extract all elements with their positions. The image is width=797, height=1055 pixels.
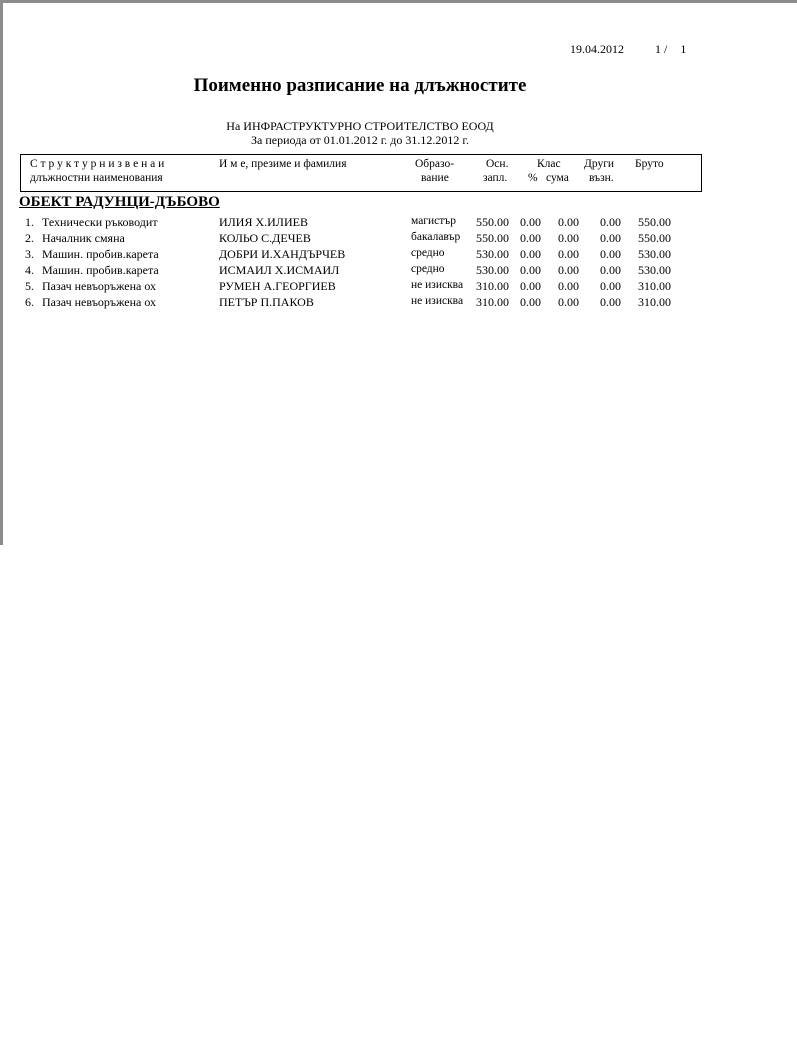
row-education: магистър bbox=[411, 215, 457, 227]
row-class-percent: 0.00 bbox=[520, 263, 541, 277]
row-other-pay: 0.00 bbox=[600, 215, 621, 229]
table-row bbox=[0, 279, 720, 295]
row-other-pay: 0.00 bbox=[600, 247, 621, 261]
header-gross: Бруто bbox=[635, 158, 664, 170]
header-units-line2: длъжностни наименования bbox=[30, 172, 163, 184]
row-other-pay: 0.00 bbox=[600, 231, 621, 245]
row-other-pay: 0.00 bbox=[600, 295, 621, 309]
row-number: 5. bbox=[25, 279, 34, 293]
row-education: не изисква bbox=[411, 279, 464, 291]
table-row bbox=[0, 295, 720, 311]
table-row bbox=[0, 215, 720, 231]
row-gross: 530.00 bbox=[638, 263, 671, 277]
row-education: средно bbox=[411, 263, 445, 275]
row-number: 2. bbox=[25, 231, 34, 245]
table-row bbox=[0, 263, 720, 279]
row-class-sum: 0.00 bbox=[558, 215, 579, 229]
header-other-line1: Други bbox=[584, 158, 615, 170]
row-education: средно bbox=[411, 247, 445, 259]
page-total: 1 bbox=[680, 42, 687, 56]
row-education: не изисква bbox=[411, 295, 464, 307]
page-frame-top bbox=[0, 0, 797, 3]
row-gross: 310.00 bbox=[638, 295, 671, 309]
row-other-pay: 0.00 bbox=[600, 279, 621, 293]
header-units-line1: С т р у к т у р н и з в е н а и bbox=[30, 158, 165, 170]
row-number: 3. bbox=[25, 247, 34, 261]
row-name: РУМЕН А.ГЕОРГИЕВ bbox=[219, 279, 336, 293]
row-base-salary: 530.00 bbox=[476, 263, 509, 277]
company-line: На ИНФРАСТРУКТУРНО СТРОИТЕЛСТВО ЕООД bbox=[226, 119, 494, 133]
row-class-sum: 0.00 bbox=[558, 247, 579, 261]
row-other-pay: 0.00 bbox=[600, 263, 621, 277]
row-number: 1. bbox=[25, 215, 34, 229]
row-class-percent: 0.00 bbox=[520, 215, 541, 229]
page-number bbox=[655, 42, 686, 57]
row-class-sum: 0.00 bbox=[558, 231, 579, 245]
row-base-salary: 550.00 bbox=[476, 215, 509, 229]
period-line: За периода от 01.01.2012 г. до 31.12.2012 г. bbox=[251, 133, 469, 147]
row-base-salary: 310.00 bbox=[476, 295, 509, 309]
row-name: ИСМАИЛ Х.ИСМАИЛ bbox=[219, 263, 340, 277]
header-other-line2: възн. bbox=[589, 172, 614, 184]
row-base-salary: 310.00 bbox=[476, 279, 509, 293]
section-title: ОБЕКТ РАДУНЦИ-ДЪБОВО bbox=[19, 194, 220, 210]
row-gross: 550.00 bbox=[638, 215, 671, 229]
row-position: Машин. пробив.карета bbox=[42, 247, 159, 261]
row-number: 6. bbox=[25, 295, 34, 309]
row-class-sum: 0.00 bbox=[558, 263, 579, 277]
row-class-percent: 0.00 bbox=[520, 279, 541, 293]
row-class-sum: 0.00 bbox=[558, 295, 579, 309]
row-position: Технически ръководит bbox=[42, 215, 158, 229]
row-number: 4. bbox=[25, 263, 34, 277]
row-class-sum: 0.00 bbox=[558, 279, 579, 293]
row-base-salary: 530.00 bbox=[476, 247, 509, 261]
header-edu-line2: вание bbox=[421, 172, 449, 184]
row-class-percent: 0.00 bbox=[520, 295, 541, 309]
row-position: Машин. пробив.карета bbox=[42, 263, 159, 277]
row-gross: 550.00 bbox=[638, 231, 671, 245]
report-date: 19.04.2012 bbox=[570, 42, 624, 56]
row-education: бакалавър bbox=[411, 231, 461, 243]
header-class-sum: сума bbox=[546, 172, 569, 184]
row-name: ИЛИЯ Х.ИЛИЕВ bbox=[219, 215, 308, 229]
row-position: Пазач невъоръжена ох bbox=[42, 295, 157, 309]
row-name: КОЛЬО С.ДЕЧЕВ bbox=[219, 231, 311, 245]
header-class-pct: % bbox=[528, 172, 538, 184]
header-name: И м е, презиме и фамилия bbox=[219, 158, 347, 170]
row-name: ДОБРИ И.ХАНДЪРЧЕВ bbox=[219, 247, 346, 261]
table-row bbox=[0, 231, 720, 247]
row-base-salary: 550.00 bbox=[476, 231, 509, 245]
header-base-line2: запл. bbox=[483, 172, 508, 184]
row-name: ПЕТЪР П.ПАКОВ bbox=[219, 295, 314, 309]
row-class-percent: 0.00 bbox=[520, 231, 541, 245]
row-position: Началник смяна bbox=[42, 231, 125, 245]
table-header bbox=[20, 154, 702, 192]
document-title: Поименно разписание на длъжностите bbox=[193, 75, 527, 96]
header-class-line1: Клас bbox=[537, 158, 561, 170]
page-current: 1 / bbox=[655, 42, 668, 56]
table-row bbox=[0, 247, 720, 263]
header-edu-line1: Образо- bbox=[415, 158, 455, 170]
row-gross: 310.00 bbox=[638, 279, 671, 293]
row-position: Пазач невъоръжена ох bbox=[42, 279, 157, 293]
row-class-percent: 0.00 bbox=[520, 247, 541, 261]
header-base-line1: Осн. bbox=[486, 158, 509, 170]
row-gross: 530.00 bbox=[638, 247, 671, 261]
